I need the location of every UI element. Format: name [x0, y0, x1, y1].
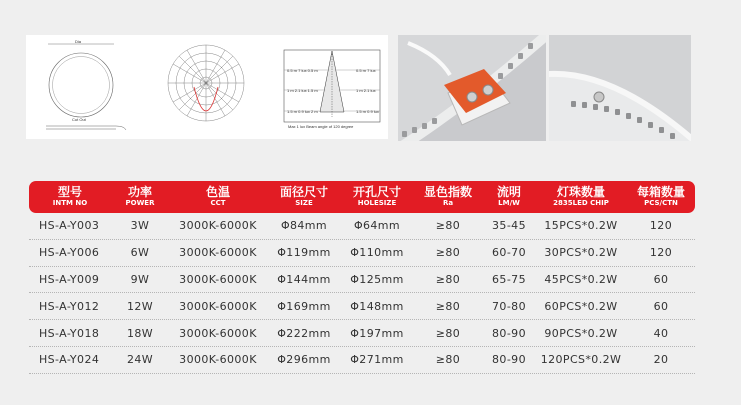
header-en: Ra: [442, 199, 454, 207]
header-ra: [413, 181, 483, 213]
header-cn: 型号: [57, 185, 82, 199]
beam-row-right: 1.5 m 0.9 lux: [356, 109, 379, 114]
cell-led-chip: 90PCS*0.2W: [544, 326, 618, 340]
cell-lumen: 65-75: [492, 272, 526, 286]
cell-holesize: Φ125mm: [350, 272, 404, 286]
cell-ra: ≥80: [435, 353, 461, 367]
cell-model: HS-A-Y024: [39, 353, 100, 367]
cell-led-chip: 120PCS*0.2W: [540, 353, 622, 367]
table-row: [29, 347, 695, 374]
beam-angle-diagram: [284, 50, 380, 129]
cell-pcs-ctn: 20: [653, 353, 669, 367]
header-pcs-ctn: [627, 181, 695, 213]
cell-holesize: Φ271mm: [350, 353, 404, 367]
dimension-cutout-label: Cut Out: [72, 117, 86, 122]
beam-row-left: 1.5 m 0.9 lux 2 m: [287, 109, 318, 114]
beam-row-right: 1 m 2.1 lux: [356, 88, 376, 93]
cell-led-chip: 30PCS*0.2W: [544, 246, 618, 260]
cell-pcs-ctn: 60: [653, 272, 669, 286]
cell-holesize: Φ110mm: [350, 246, 404, 260]
header-holesize: [341, 181, 413, 213]
table-row: [29, 320, 695, 347]
cell-size: Φ169mm: [277, 299, 331, 313]
cell-lumen: 60-70: [492, 246, 526, 260]
cell-lumen: 35-45: [492, 219, 526, 233]
cell-led-chip: 45PCS*0.2W: [544, 272, 618, 286]
header-lumen: [483, 181, 535, 213]
cell-power: 18W: [126, 326, 154, 340]
cell-lumen: 80-90: [492, 353, 526, 367]
cell-ra: ≥80: [435, 246, 461, 260]
cell-cct: 3000K-6000K: [179, 326, 257, 340]
cell-size: Φ84mm: [280, 219, 328, 233]
cell-model: HS-A-Y012: [39, 299, 100, 313]
header-en: 2835LED CHIP: [553, 199, 609, 207]
cell-led-chip: 15PCS*0.2W: [544, 219, 618, 233]
spec-table: [29, 181, 695, 374]
product-images-strip: [0, 0, 741, 172]
cell-power: 6W: [130, 246, 150, 260]
product-photo-connector: [398, 35, 546, 141]
beam-row-right: 0.5 m 7 lux: [356, 68, 376, 73]
header-en: SIZE: [295, 199, 313, 207]
beam-row-left: 1 m 2.1 lux 1.5 m: [287, 88, 318, 93]
header-cn: 色温: [205, 185, 230, 199]
header-en: CCT: [210, 199, 226, 207]
cell-power: 12W: [126, 299, 154, 313]
cell-size: Φ144mm: [277, 272, 331, 286]
edge-detail-photo: [549, 35, 691, 141]
cell-pcs-ctn: 40: [653, 326, 669, 340]
table-row: [29, 267, 695, 294]
cell-size: Φ296mm: [277, 353, 331, 367]
table-row: [29, 293, 695, 320]
cell-holesize: Φ197mm: [350, 326, 404, 340]
beam-row-left: 0.5 m 7 lux 0.5 m: [287, 68, 318, 73]
cell-pcs-ctn: 120: [649, 246, 673, 260]
header-power: [111, 181, 169, 213]
cell-ra: ≥80: [435, 326, 461, 340]
beam-footer: Max 1 lux Beam angle of 120 degree: [288, 124, 354, 129]
header-en: INTM NO: [52, 199, 88, 207]
cell-cct: 3000K-6000K: [179, 272, 257, 286]
cell-power: 3W: [130, 219, 150, 233]
header-cn: 流明: [496, 185, 521, 199]
cell-cct: 3000K-6000K: [179, 219, 257, 233]
header-cn: 面径尺寸: [279, 185, 328, 199]
header-size: [267, 181, 341, 213]
cell-lumen: 70-80: [492, 299, 526, 313]
cell-model: HS-A-Y006: [39, 246, 100, 260]
cell-ra: ≥80: [435, 299, 461, 313]
header-en: PCS/CTN: [644, 199, 678, 207]
spec-table-header: [29, 181, 695, 213]
cell-cct: 3000K-6000K: [179, 299, 257, 313]
cell-power: 24W: [126, 353, 154, 367]
header-cct: [169, 181, 267, 213]
cell-size: Φ119mm: [277, 246, 331, 260]
cell-holesize: Φ64mm: [353, 219, 401, 233]
header-cn: 功率: [127, 185, 152, 199]
cell-ra: ≥80: [435, 219, 461, 233]
technical-diagrams: [26, 35, 388, 139]
header-en: POWER: [125, 199, 155, 207]
cell-ra: ≥80: [435, 272, 461, 286]
cell-power: 9W: [130, 272, 150, 286]
header-model: [29, 181, 111, 213]
cell-model: HS-A-Y003: [39, 219, 100, 233]
header-cn: 灯珠数量: [556, 185, 605, 199]
header-en: HOLESIZE: [357, 199, 397, 207]
cell-lumen: 80-90: [492, 326, 526, 340]
connector-photo: [398, 35, 546, 141]
cell-model: HS-A-Y009: [39, 272, 100, 286]
table-row: [29, 240, 695, 267]
cell-holesize: Φ148mm: [350, 299, 404, 313]
cell-cct: 3000K-6000K: [179, 246, 257, 260]
cell-model: HS-A-Y018: [39, 326, 100, 340]
cell-cct: 3000K-6000K: [179, 353, 257, 367]
header-cn: 显色指数: [423, 185, 472, 199]
technical-diagrams-panel: [26, 35, 388, 139]
cell-pcs-ctn: 60: [653, 299, 669, 313]
polar-distribution-diagram: [168, 45, 244, 121]
header-led-chip: [535, 181, 627, 213]
header-cn: 每箱数量: [636, 185, 685, 199]
cell-size: Φ222mm: [277, 326, 331, 340]
dimension-dia-label: Dia: [75, 39, 82, 44]
header-cn: 开孔尺寸: [352, 185, 401, 199]
cell-led-chip: 60PCS*0.2W: [544, 299, 618, 313]
table-row: [29, 213, 695, 240]
dimension-drawing: [46, 39, 126, 130]
product-photo-edge: [549, 35, 691, 141]
header-en: LM/W: [498, 199, 520, 207]
cell-pcs-ctn: 120: [649, 219, 673, 233]
